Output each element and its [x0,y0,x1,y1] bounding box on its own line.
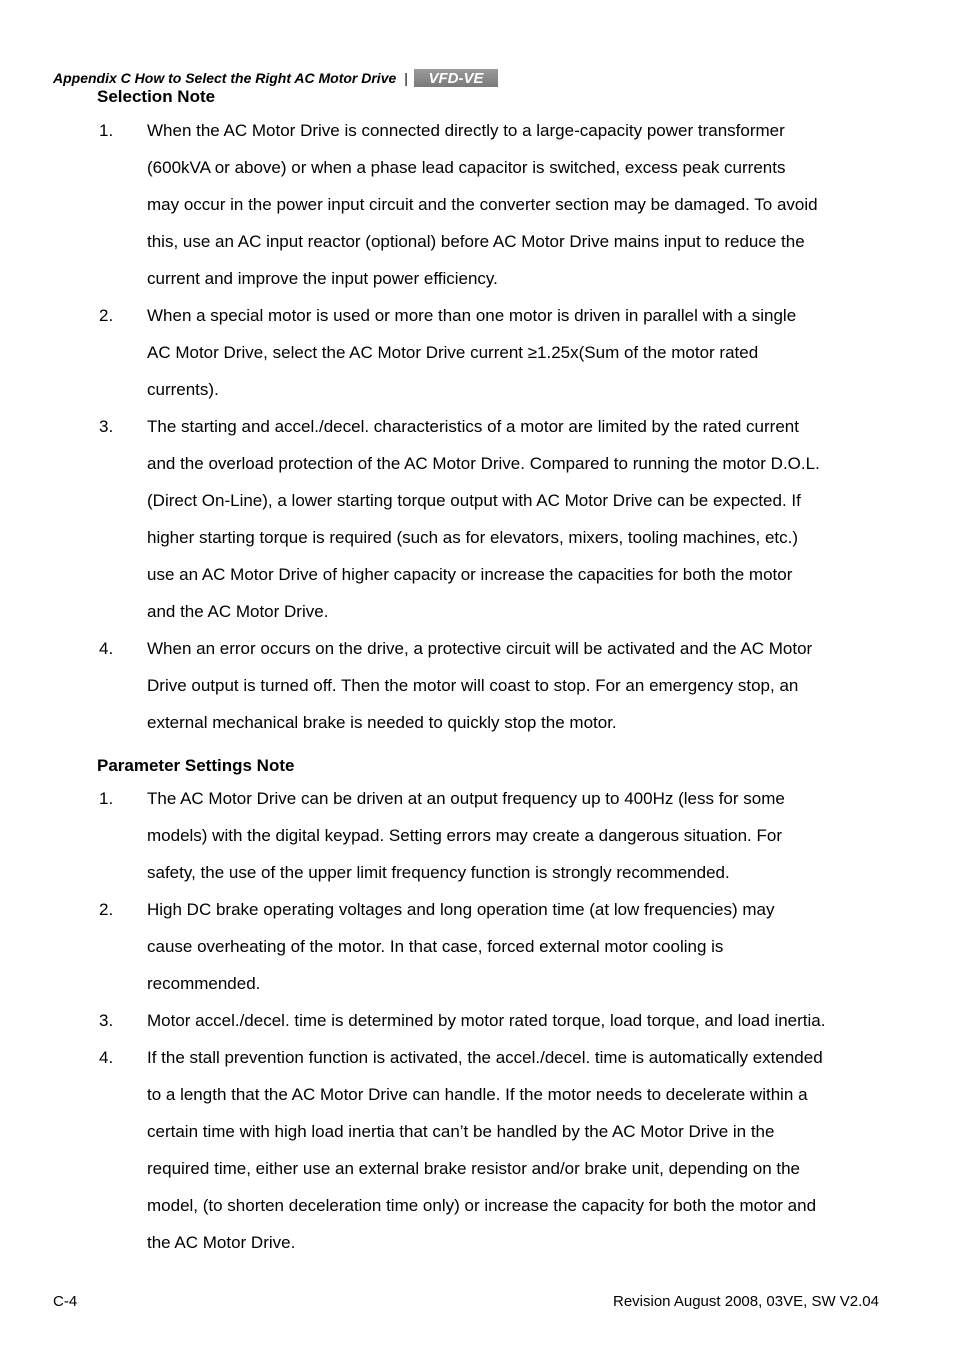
text-line: AC Motor Drive, select the AC Motor Drive current ≥1.25x(Sum of the motor rated [147,343,759,362]
header-title: Appendix C How to Select the Right AC Motor Drive [53,70,397,86]
list-item-text [147,1039,892,1261]
text-line: external mechanical brake is needed to quickly stop the motor. [147,713,617,732]
text-line: models) with the digital keypad. Setting errors may create a dangerous situation. For [147,826,782,845]
text-line: may occur in the power input circuit and the converter section may be damaged. To avoid [147,195,818,214]
list-item-number: 1. [99,121,114,140]
list-item [0,1002,954,1039]
list-item [0,112,954,297]
text-line: use an AC Motor Drive of higher capacity or increase the capacities for both the motor [147,565,793,584]
text-line: The starting and accel./decel. characteristics of a motor are limited by the rated current [147,417,799,436]
selection-note-title: Selection Note [97,87,216,106]
list-item-text [147,297,892,408]
text-line: High DC brake operating voltages and long operation time (at low frequencies) may [147,900,775,919]
text-line: this, use an AC input reactor (optional) before AC Motor Drive mains input to reduce the [147,232,805,251]
text-line: safety, the use of the upper limit frequency function is strongly recommended. [147,863,730,882]
list-item-text [147,408,892,630]
list-item [0,297,954,408]
list-item [0,630,954,741]
list-item-number: 1. [99,789,114,808]
text-line: (Direct On-Line), a lower starting torque output with AC Motor Drive can be expected. If [147,491,801,510]
text-line: and the AC Motor Drive. [147,602,329,621]
parameter-note-title: Parameter Settings Note [97,756,295,775]
text-line: If the stall prevention function is activated, the accel./decel. time is automatically extended [147,1048,823,1067]
list-item-text [147,112,892,297]
list-item [0,891,954,1002]
text-line: required time, either use an external brake resistor and/or brake unit, depending on the [147,1159,801,1178]
list-item-number: 2. [99,306,114,325]
text-line: model, (to shorten deceleration time only) or increase the capacity for both the motor and [147,1196,817,1215]
list-item-number: 4. [99,1048,114,1067]
list-item-text [147,1002,892,1039]
parameter-note-list [0,780,954,1261]
text-line: recommended. [147,974,261,993]
list-item-number: 2. [99,900,114,919]
list-item-number: 3. [99,1011,114,1030]
list-item [0,408,954,630]
text-line: and the overload protection of the AC Motor Drive. Compared to running the motor D.O.L. [147,454,820,473]
list-item-number: 4. [99,639,114,658]
list-item [0,1039,954,1261]
page-header [53,68,498,88]
text-line: higher starting torque is required (such as for elevators, mixers, tooling machines, etc.) [147,528,799,547]
text-line: current and improve the input power efficiency. [147,269,498,288]
list-item-number: 3. [99,417,114,436]
list-item-text [147,630,892,741]
vfd-ve-logo [414,69,498,87]
logo-text: VFD-VE [428,70,484,87]
text-line: When an error occurs on the drive, a protective circuit will be activated and the AC Motor [147,639,813,658]
list-item-text [147,780,892,891]
text-line: certain time with high load inertia that can’t be handled by the AC Motor Drive in the [147,1122,775,1141]
page-number: C-4 [53,1293,78,1310]
text-line: the AC Motor Drive. [147,1233,296,1252]
text-line: to a length that the AC Motor Drive can handle. If the motor needs to decelerate within a [147,1085,808,1104]
header-separator: | [404,70,408,86]
text-line: Motor accel./decel. time is determined by motor rated torque, load torque, and load inertia. [147,1011,826,1030]
text-line: cause overheating of the motor. In that case, forced external motor cooling is [147,937,724,956]
list-item [0,780,954,891]
list-item-text [147,891,892,1002]
text-line: (600kVA or above) or when a phase lead capacitor is switched, excess peak currents [147,158,786,177]
revision-info: Revision August 2008, 03VE, SW V2.04 [613,1293,879,1310]
text-line: The AC Motor Drive can be driven at an output frequency up to 400Hz (less for some [147,789,785,808]
text-line: Drive output is turned off. Then the motor will coast to stop. For an emergency stop, an [147,676,799,695]
selection-note-list [0,112,954,741]
text-line: currents). [147,380,219,399]
text-line: When a special motor is used or more than one motor is driven in parallel with a single [147,306,797,325]
text-line: When the AC Motor Drive is connected directly to a large-capacity power transformer [147,121,785,140]
